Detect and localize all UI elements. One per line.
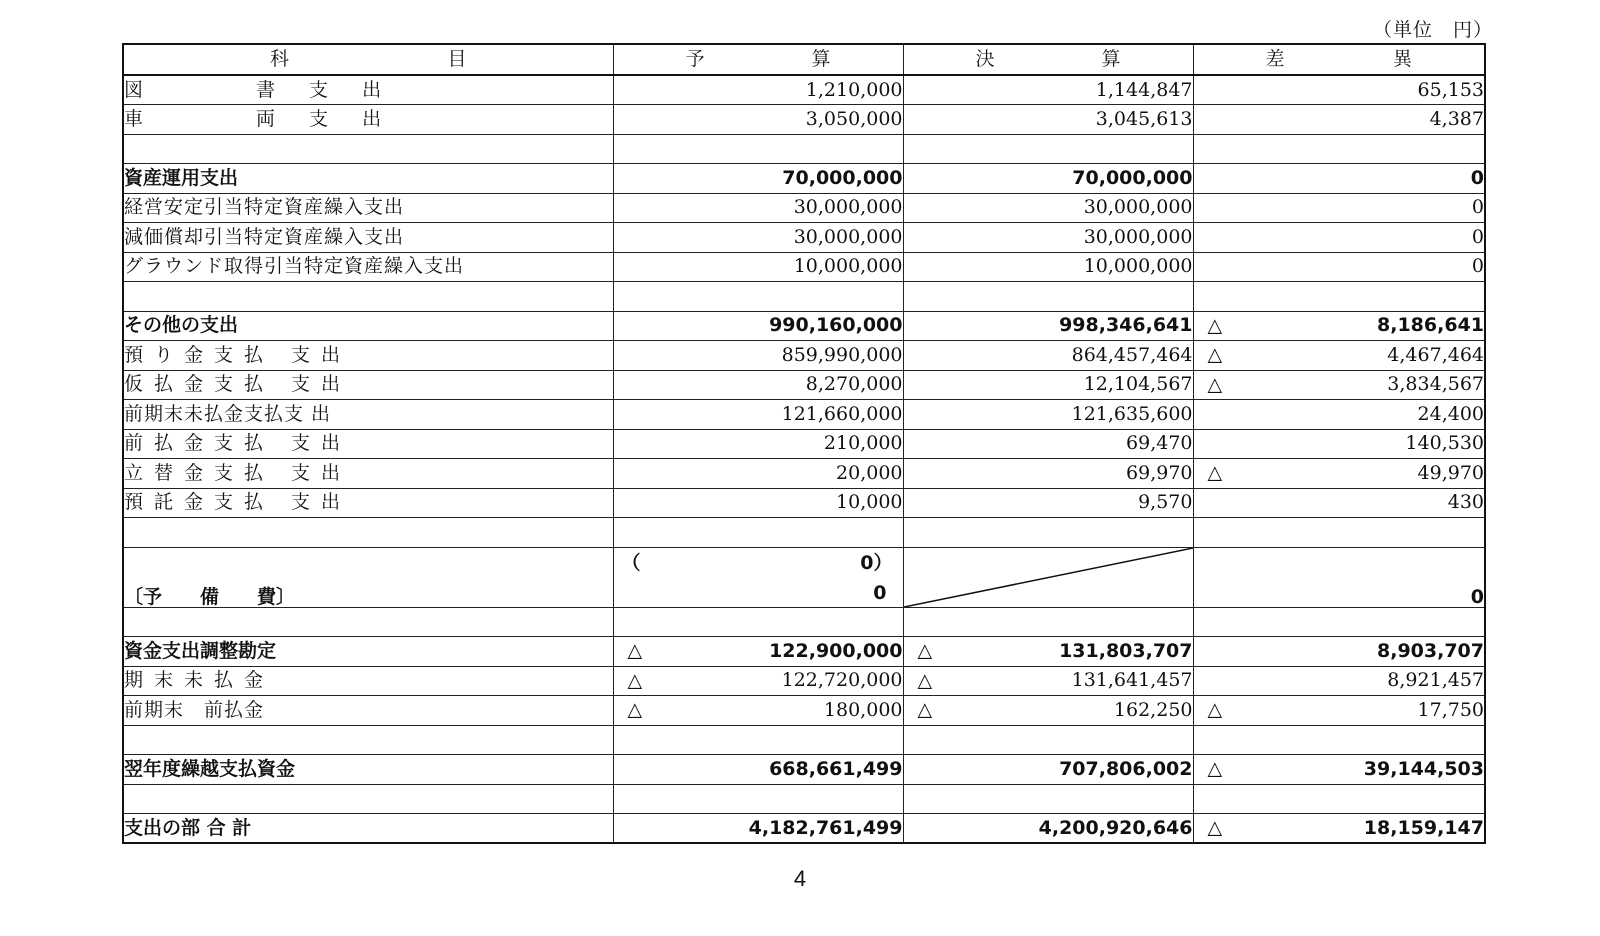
- row-label-part-1: 車: [124, 107, 144, 130]
- budget-cell: [613, 637, 903, 667]
- diff-cell: [1193, 637, 1485, 667]
- diff-value: 3,834,567: [1387, 373, 1484, 396]
- empty-cell: [903, 134, 1193, 164]
- diff-cell: [1193, 459, 1485, 489]
- diff-value: 4,467,464: [1387, 343, 1484, 366]
- row-label: 経営安定引当特定資産繰入支出: [123, 193, 613, 223]
- empty-cell: [1193, 518, 1485, 548]
- delta-mark: △: [627, 698, 643, 721]
- empty-cell: [123, 282, 613, 312]
- actual-value: 12,104,567: [1083, 373, 1193, 396]
- budget-cell: [613, 666, 903, 696]
- actual-cell: [903, 488, 1193, 518]
- delta-mark: △: [1207, 314, 1223, 337]
- diff-cell: [1193, 164, 1485, 194]
- diff-cell: [1193, 311, 1485, 341]
- reserve-paren-close: 0）: [860, 551, 893, 574]
- table-row: [123, 459, 1485, 489]
- blank-row: [123, 784, 1485, 814]
- table-row: [123, 223, 1485, 253]
- diff-cell: [1193, 75, 1485, 105]
- actual-value: 162,250: [1113, 698, 1193, 721]
- diff-cell: [1193, 105, 1485, 135]
- empty-cell: [903, 282, 1193, 312]
- empty-cell: [613, 784, 903, 814]
- diff-value: 0: [1471, 255, 1484, 278]
- reserve-budget-value: 0: [873, 581, 887, 604]
- actual-value: 131,803,707: [1059, 639, 1193, 662]
- diff-value: 140,530: [1405, 432, 1484, 455]
- diff-value: 0: [1470, 166, 1484, 189]
- table-row: [123, 164, 1485, 194]
- diff-cell: [1193, 252, 1485, 282]
- budget-value: 990,160,000: [769, 314, 903, 337]
- actual-value: 10,000,000: [1083, 255, 1193, 278]
- delta-mark: △: [1207, 461, 1223, 484]
- table-header-row: [123, 44, 1485, 75]
- row-label: 立替金支払 支出: [123, 459, 613, 489]
- empty-cell: [123, 518, 613, 548]
- actual-cell: [903, 223, 1193, 253]
- table-row: [123, 105, 1485, 135]
- diff-value: 0: [1471, 196, 1484, 219]
- actual-cell: [903, 637, 1193, 667]
- diff-value: 0: [1471, 225, 1484, 248]
- table-row: [123, 75, 1485, 105]
- row-label-part-2: 両 支 出: [256, 107, 396, 130]
- delta-mark: △: [917, 639, 933, 662]
- budget-value: 10,000: [836, 491, 903, 514]
- group-label: 翌年度繰越支払資金: [123, 755, 613, 785]
- diff-cell: [1193, 429, 1485, 459]
- row-label: [123, 75, 613, 105]
- header-budget: 予 算: [613, 44, 903, 75]
- budget-cell: [613, 223, 903, 253]
- budget-value: 122,720,000: [781, 669, 903, 692]
- actual-cell: [903, 311, 1193, 341]
- actual-cell: [903, 814, 1193, 844]
- budget-cell: [613, 814, 903, 844]
- row-label: グラウンド取得引当特定資産繰入支出: [123, 252, 613, 282]
- table-row: [123, 755, 1485, 785]
- actual-cell: [903, 193, 1193, 223]
- delta-mark: △: [1207, 698, 1223, 721]
- budget-cell: [613, 341, 903, 371]
- diff-cell: [1193, 755, 1485, 785]
- actual-value: 3,045,613: [1095, 107, 1193, 130]
- budget-value: 121,660,000: [781, 402, 903, 425]
- actual-cell: [903, 252, 1193, 282]
- group-label: その他の支出: [123, 311, 613, 341]
- actual-cell: [903, 164, 1193, 194]
- diff-cell: [1193, 400, 1485, 430]
- empty-cell: [123, 134, 613, 164]
- blank-row: [123, 134, 1485, 164]
- group-label: 資金支出調整勘定: [123, 637, 613, 667]
- table-row: [123, 666, 1485, 696]
- empty-cell: [903, 784, 1193, 814]
- diff-value: 8,921,457: [1387, 669, 1484, 692]
- budget-value: 20,000: [836, 461, 903, 484]
- delta-mark: △: [917, 698, 933, 721]
- delta-mark: △: [627, 669, 643, 692]
- empty-cell: [1193, 784, 1485, 814]
- actual-value: 9,570: [1138, 491, 1193, 514]
- reserve-budget-cell: [613, 547, 903, 607]
- empty-cell: [613, 607, 903, 637]
- diagonal-slash: [904, 548, 1193, 607]
- budget-cell: [613, 370, 903, 400]
- diff-value: 24,400: [1417, 402, 1484, 425]
- row-label: 預託金支払 支出: [123, 488, 613, 518]
- diff-cell: [1193, 666, 1485, 696]
- actual-cell: [903, 105, 1193, 135]
- delta-mark: △: [1207, 757, 1223, 780]
- budget-value: 30,000,000: [793, 225, 903, 248]
- blank-row: [123, 725, 1485, 755]
- actual-value: 1,144,847: [1095, 78, 1193, 101]
- budget-value: 1,210,000: [805, 78, 903, 101]
- diff-value: 17,750: [1417, 698, 1484, 721]
- budget-value: 180,000: [823, 698, 903, 721]
- empty-cell: [1193, 282, 1485, 312]
- budget-value: 70,000,000: [782, 166, 903, 189]
- budget-cell: [613, 164, 903, 194]
- empty-cell: [613, 518, 903, 548]
- budget-cell: [613, 696, 903, 726]
- empty-cell: [1193, 725, 1485, 755]
- row-label: 減価償却引当特定資産繰入支出: [123, 223, 613, 253]
- table-row: [123, 637, 1485, 667]
- budget-value: 668,661,499: [769, 757, 903, 780]
- actual-cell: [903, 666, 1193, 696]
- budget-value: 122,900,000: [769, 639, 903, 662]
- actual-cell: [903, 400, 1193, 430]
- diff-cell: [1193, 193, 1485, 223]
- row-label-part-2: 書 支 出: [256, 78, 396, 101]
- actual-value: 998,346,641: [1059, 314, 1193, 337]
- diff-value: 430: [1447, 491, 1484, 514]
- header-actual: 決 算: [903, 44, 1193, 75]
- table-row: [123, 370, 1485, 400]
- actual-value: 121,635,600: [1071, 402, 1193, 425]
- actual-value: 864,457,464: [1071, 343, 1193, 366]
- budget-value: 210,000: [823, 432, 903, 455]
- diff-value: 18,159,147: [1363, 816, 1484, 839]
- reserve-diff-value: 0: [1193, 547, 1485, 607]
- table-row: [123, 341, 1485, 371]
- diff-cell: [1193, 370, 1485, 400]
- budget-cell: [613, 193, 903, 223]
- diff-value: 8,903,707: [1377, 639, 1484, 662]
- empty-cell: [613, 725, 903, 755]
- empty-cell: [123, 784, 613, 814]
- table-row: [123, 696, 1485, 726]
- delta-mark: △: [1207, 373, 1223, 396]
- budget-cell: [613, 488, 903, 518]
- row-label: 仮払金支払 支出: [123, 370, 613, 400]
- actual-value: 707,806,002: [1059, 757, 1193, 780]
- blank-row: [123, 518, 1485, 548]
- reserve-label: 〔予 備 費〕: [123, 547, 613, 607]
- expenditure-table: [122, 43, 1486, 844]
- actual-value: 4,200,920,646: [1038, 816, 1193, 839]
- empty-cell: [903, 725, 1193, 755]
- row-label: 前払金支払 支出: [123, 429, 613, 459]
- actual-cell: [903, 341, 1193, 371]
- group-label: 資産運用支出: [123, 164, 613, 194]
- delta-mark: △: [1207, 343, 1223, 366]
- unit-note: （単位 円）: [1373, 19, 1494, 41]
- row-label-part-1: 図: [124, 78, 144, 101]
- delta-mark: △: [627, 639, 643, 662]
- empty-cell: [1193, 134, 1485, 164]
- diff-value: 8,186,641: [1377, 314, 1484, 337]
- table-row: [123, 488, 1485, 518]
- row-label: 期末未払金: [123, 666, 613, 696]
- budget-value: 4,182,761,499: [748, 816, 903, 839]
- actual-cell: [903, 429, 1193, 459]
- diff-value: 39,144,503: [1363, 757, 1484, 780]
- actual-value: 30,000,000: [1083, 196, 1193, 219]
- diff-cell: [1193, 223, 1485, 253]
- delta-mark: △: [917, 669, 933, 692]
- actual-value: 30,000,000: [1083, 225, 1193, 248]
- diff-cell: [1193, 814, 1485, 844]
- budget-cell: [613, 755, 903, 785]
- row-label: 預り金支払 支出: [123, 341, 613, 371]
- table-row: [123, 193, 1485, 223]
- empty-cell: [123, 607, 613, 637]
- actual-value: 70,000,000: [1072, 166, 1193, 189]
- budget-value: 8,270,000: [805, 373, 903, 396]
- diff-value: 49,970: [1417, 461, 1484, 484]
- diff-value: 65,153: [1417, 78, 1484, 101]
- group-label: 支出の部 合 計: [123, 814, 613, 844]
- header-diff: 差 異: [1193, 44, 1485, 75]
- blank-row: [123, 282, 1485, 312]
- blank-row: [123, 607, 1485, 637]
- actual-cell: [903, 696, 1193, 726]
- reserve-actual-cell: [903, 547, 1193, 607]
- page-number: 4: [793, 866, 807, 891]
- delta-mark: △: [1207, 816, 1223, 839]
- empty-cell: [123, 725, 613, 755]
- actual-value: 131,641,457: [1071, 669, 1193, 692]
- budget-value: 10,000,000: [793, 255, 903, 278]
- budget-cell: [613, 429, 903, 459]
- table-row: [123, 429, 1485, 459]
- empty-cell: [613, 282, 903, 312]
- reserve-paren-open: （: [621, 551, 641, 574]
- budget-cell: [613, 252, 903, 282]
- table-row: [123, 400, 1485, 430]
- budget-cell: [613, 400, 903, 430]
- diff-cell: [1193, 488, 1485, 518]
- budget-cell: [613, 105, 903, 135]
- actual-cell: [903, 755, 1193, 785]
- budget-cell: [613, 311, 903, 341]
- diff-cell: [1193, 341, 1485, 371]
- actual-value: 69,970: [1126, 461, 1193, 484]
- budget-cell: [613, 459, 903, 489]
- actual-cell: [903, 370, 1193, 400]
- budget-cell: [613, 75, 903, 105]
- empty-cell: [613, 134, 903, 164]
- actual-value: 69,470: [1126, 432, 1193, 455]
- diff-value: 4,387: [1429, 107, 1484, 130]
- budget-value: 3,050,000: [805, 107, 903, 130]
- empty-cell: [903, 607, 1193, 637]
- row-label: 前期末未払金支払支 出: [123, 400, 613, 430]
- actual-cell: [903, 75, 1193, 105]
- actual-cell: [903, 459, 1193, 489]
- budget-value: 859,990,000: [781, 343, 903, 366]
- empty-cell: [1193, 607, 1485, 637]
- empty-cell: [903, 518, 1193, 548]
- header-subject: 科 目: [123, 44, 613, 75]
- diff-cell: [1193, 696, 1485, 726]
- row-label: [123, 105, 613, 135]
- reserve-row: [123, 547, 1485, 607]
- table-row: [123, 814, 1485, 844]
- table-row: [123, 252, 1485, 282]
- row-label: 前期末 前払金: [123, 696, 613, 726]
- table-row: [123, 311, 1485, 341]
- budget-value: 30,000,000: [793, 196, 903, 219]
